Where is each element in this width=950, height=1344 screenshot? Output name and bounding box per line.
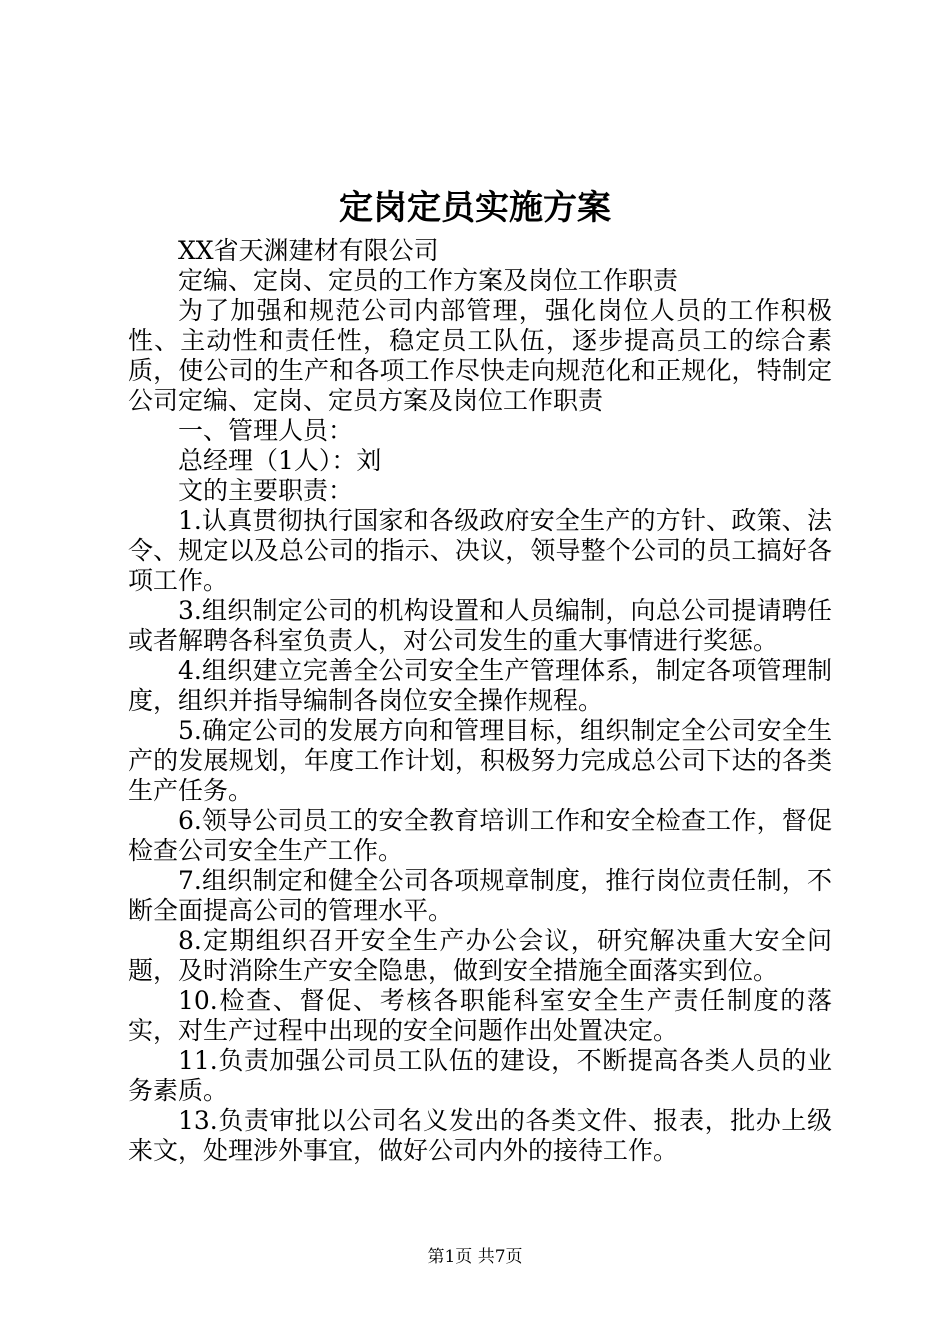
- duty-item: 11.负责加强公司员工队伍的建设，不断提高各类人员的业务素质。: [128, 1046, 832, 1105]
- document-title: 定岗定员实施方案: [339, 188, 611, 228]
- duty-item: 8.定期组织召开安全生产办公会议，研究解决重大安全问题，及时消除生产安全隐患，做到安全措施全面落实到位。: [128, 926, 832, 985]
- duty-item: 3.组织制定公司的机构设置和人员编制，向总公司提请聘任或者解聘各科室负责人，对公司发生的重大事情进行奖惩。: [128, 596, 832, 655]
- section-heading: 一、管理人员：: [178, 416, 354, 445]
- duty-item: 4.组织建立完善全公司安全生产管理体系，制定各项管理制度，组织并指导编制各岗位安全操作规程。: [128, 656, 832, 715]
- page-footer: 第1页 共7页: [427, 1247, 523, 1267]
- duty-item: 7.组织制定和健全公司各项规章制度，推行岗位责任制，不断全面提高公司的管理水平。: [128, 866, 832, 925]
- duty-item: 1.认真贯彻执行国家和各级政府安全生产的方针、政策、法令、规定以及总公司的指示、决议，领导整个公司的员工搞好各项工作。: [128, 506, 832, 595]
- subtitle: 定编、定岗、定员的工作方案及岗位工作职责: [178, 266, 679, 295]
- intro-paragraph: 为了加强和规范公司内部管理，强化岗位人员的工作积极性、主动性和责任性，稳定员工队伍，逐步提高员工的综合素质，使公司的生产和各项工作尽快走向规范化和正规化，特制定公司定编、定岗、定员方案及岗位工作职责: [128, 296, 832, 415]
- duty-item: 5.确定公司的发展方向和管理目标，组织制定全公司安全生产的发展规划，年度工作计划，积极努力完成总公司下达的各类生产任务。: [128, 716, 832, 805]
- duty-item: 13.负责审批以公司名义发出的各类文件、报表，批办上级来文，处理涉外事宜，做好公司内外的接待工作。: [128, 1106, 832, 1165]
- duty-item: 10.检查、督促、考核各职能科室安全生产责任制度的落实，对生产过程中出现的安全问题作出处置决定。: [128, 986, 832, 1045]
- document-body: [128, 236, 832, 1166]
- duty-item: 6.领导公司员工的安全教育培训工作和安全检查工作，督促检查公司安全生产工作。: [128, 806, 832, 865]
- duties-heading: 文的主要职责：: [178, 476, 354, 505]
- company-name: XX省天渊建材有限公司: [178, 236, 439, 265]
- position-line: 总经理（1人）：刘: [178, 446, 382, 475]
